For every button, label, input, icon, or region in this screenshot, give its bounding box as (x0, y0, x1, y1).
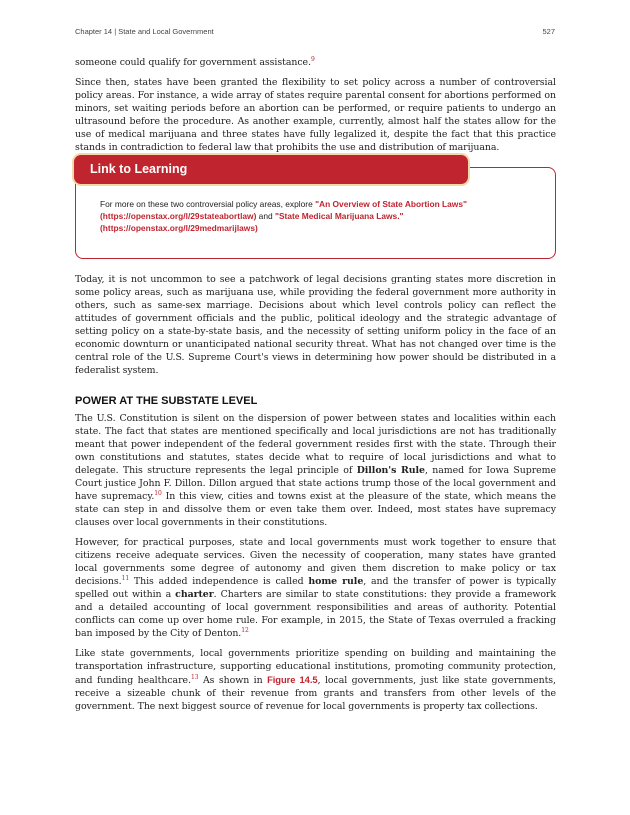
footnote-ref[interactable]: 12 (241, 626, 249, 634)
callout-body: For more on these two controversial policy areas, explore "An Overview of State Abortion Laws" (https://openstax.org/l/29stateabortlaw) and "State Medical Marijuana Laws." (https://openstax.org/l/29medmarijlaws) (100, 199, 467, 233)
paragraph: Like state governments, local governments prioritize spending on building and maintaining the transportation infrastructure, supporting educational institutions, promoting community protection, and funding healthcare.$^{13}$ As shown in Figure 14.5, local governments, just like state governments, receive a sizeable chunk of their revenue from grants and transfers from other levels of the government. The next biggest source of revenue for local governments is property tax collections. (75, 648, 556, 712)
section-heading: POWER AT THE SUBSTATE LEVEL (75, 395, 258, 407)
footnote-ref[interactable]: 11 (121, 574, 130, 582)
key-term-home-rule[interactable]: home rule (308, 576, 364, 587)
paragraph: someone could qualify for government assistance.$^9$ (75, 55, 315, 68)
page-number: 527 (542, 27, 555, 36)
paragraph: The U.S. Constitution is silent on the dispersion of power between states and localities within each state. The fact that states are mentioned specifically and local jurisdictions are not has traditionally meant that power independent of the federal government resides first with the state. Through their own constitutions and statutes, states decide what to require of local jurisdictions and what to delegate. This structure represents the legal principle of Dillon's Rule, named for Iowa Supreme Court justice John F. Dillon. Dillon argued that state actions trump those of the local government and have supremacy.$^{10}$ In this view, cities and towns exist at the pleasure of the state, which means the state can step in and dissolve them or even take them over. Indeed, most states have supremacy clauses over local governments in their constitutions. (75, 413, 557, 528)
footnote-ref[interactable]: 13 (190, 673, 199, 681)
chapter-title: Chapter 14 | State and Local Government (75, 27, 214, 36)
key-term-dillons-rule[interactable]: Dillon's Rule (356, 465, 425, 476)
figure-link[interactable]: Figure 14.5 (267, 674, 318, 685)
paragraph: Today, it is not uncommon to see a patchwork of legal decisions granting states more discretion in some policy areas, such as marijuana use, while providing the federal government more authority in others, such as same-sex marriage. Decisions about which level controls policy can reflect the attitudes of government officials and the public, political ideology and the strategic advantage of setting policy on a state-by-state basis, and the necessity of setting uniform policy in the face of an economic downturn or unanticipated national security threat. What has not changed over time is the central role of the U.S. Supreme Court's views in determining how power should be distributed in a federalist system. (75, 274, 556, 376)
callout-title: Link to Learning (74, 155, 468, 184)
marijuana-laws-link[interactable]: "State Medical Marijuana Laws." (https://openstax.org/l/29medmarijlaws) (100, 211, 404, 233)
footnote-ref[interactable]: 10 (154, 489, 162, 497)
page-header (75, 27, 555, 36)
abortion-laws-link[interactable]: "An Overview of State Abortion Laws" (https://openstax.org/l/29stateabortlaw) (100, 199, 467, 221)
paragraph: However, for practical purposes, state and local governments must work together to ensure that citizens receive adequate services. Given the necessity of cooperation, many states have granted local governments some degree of autonomy and given them discretion to make policy or tax decisions.$^{11}$ This added independence is called home rule, and the transfer of power is typically spelled out within a charter. Charters are similar to state constitutions: they provide a framework and a detailed accounting of local government responsibilities and areas of authority. Potential conflicts can come up over home rule. For example, in 2015, the State of Texas overruled a fracking ban imposed by the City of Denton.$^{12}$ (75, 537, 556, 639)
key-term-charter[interactable]: charter (175, 589, 214, 600)
link-to-learning-box (75, 162, 556, 259)
page-content (75, 56, 556, 720)
paragraph: Since then, states have been granted the flexibility to set policy across a number of controversial policy areas. For instance, a wide array of states require parental consent for abortions performed on minors, set waiting periods before an abortion can be performed, or require patients to undergo an ultrasound before the procedure. As another example, currently, almost half the states allow for the use of medical marijuana and three states have fully legalized it, despite the fact that this practice stands in contradiction to federal law that prohibits the use and distribution of marijuana. (75, 77, 556, 153)
footnote-ref[interactable]: 9 (311, 55, 315, 63)
